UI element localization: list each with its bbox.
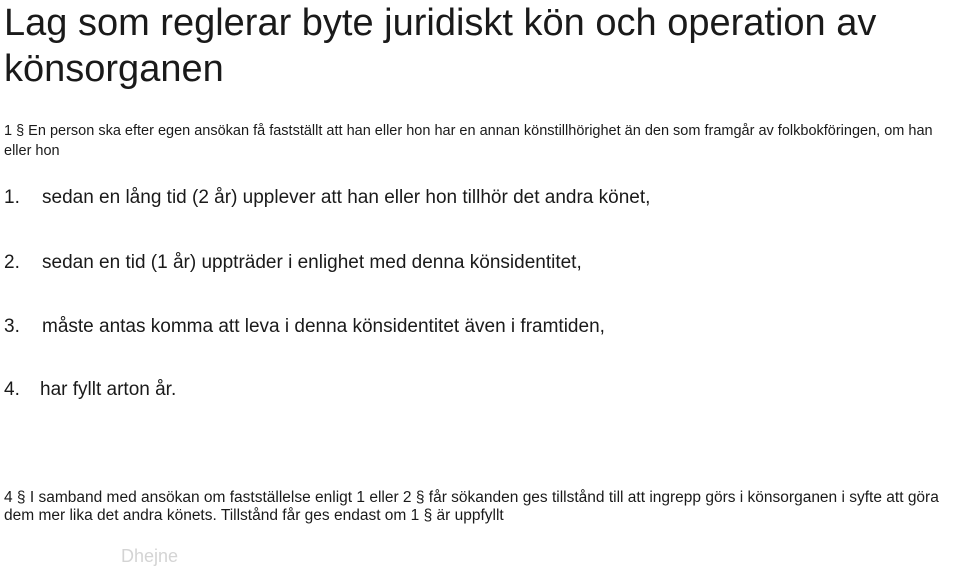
- list-item: [4, 186, 650, 210]
- footer-author: Dhejne: [121, 546, 179, 566]
- list-item: [4, 251, 582, 275]
- list-item-text: sedan en tid (1 år) uppträder i enlighet med denna könsidentitet,: [42, 252, 582, 273]
- law-paragraph-4: 4 § I samband med ansökan om fastställelse enligt 1 eller 2 § får sökanden ges tillstånd till att ingrepp görs i könsorganen i syfte att göra dem mer lika det andra könets. Tillstånd får ges endast om 1 § är uppfyllt: [4, 489, 939, 524]
- law-paragraph-1: 1 § En person ska efter egen ansökan få fastställt att han eller hon har en annan könstillhörighet än den som framgår av folkbokföringen, om han eller hon: [4, 123, 933, 159]
- list-item-text: sedan en lång tid (2 år) upplever att han eller hon tillhör det andra könet,: [42, 187, 651, 208]
- list-item-number: 3.: [4, 316, 20, 337]
- slide-title: Lag som reglerar byte juridiskt kön och operation av könsorganen: [4, 2, 877, 90]
- list-item-text: har fyllt arton år.: [40, 379, 177, 400]
- list-item: [4, 315, 605, 339]
- list-item-text: måste antas komma att leva i denna könsidentitet även i framtiden,: [42, 316, 605, 337]
- list-item-number: 4.: [4, 379, 20, 400]
- list-item-number: 1.: [4, 187, 20, 208]
- list-item: [4, 378, 176, 402]
- list-item-number: 2.: [4, 252, 20, 273]
